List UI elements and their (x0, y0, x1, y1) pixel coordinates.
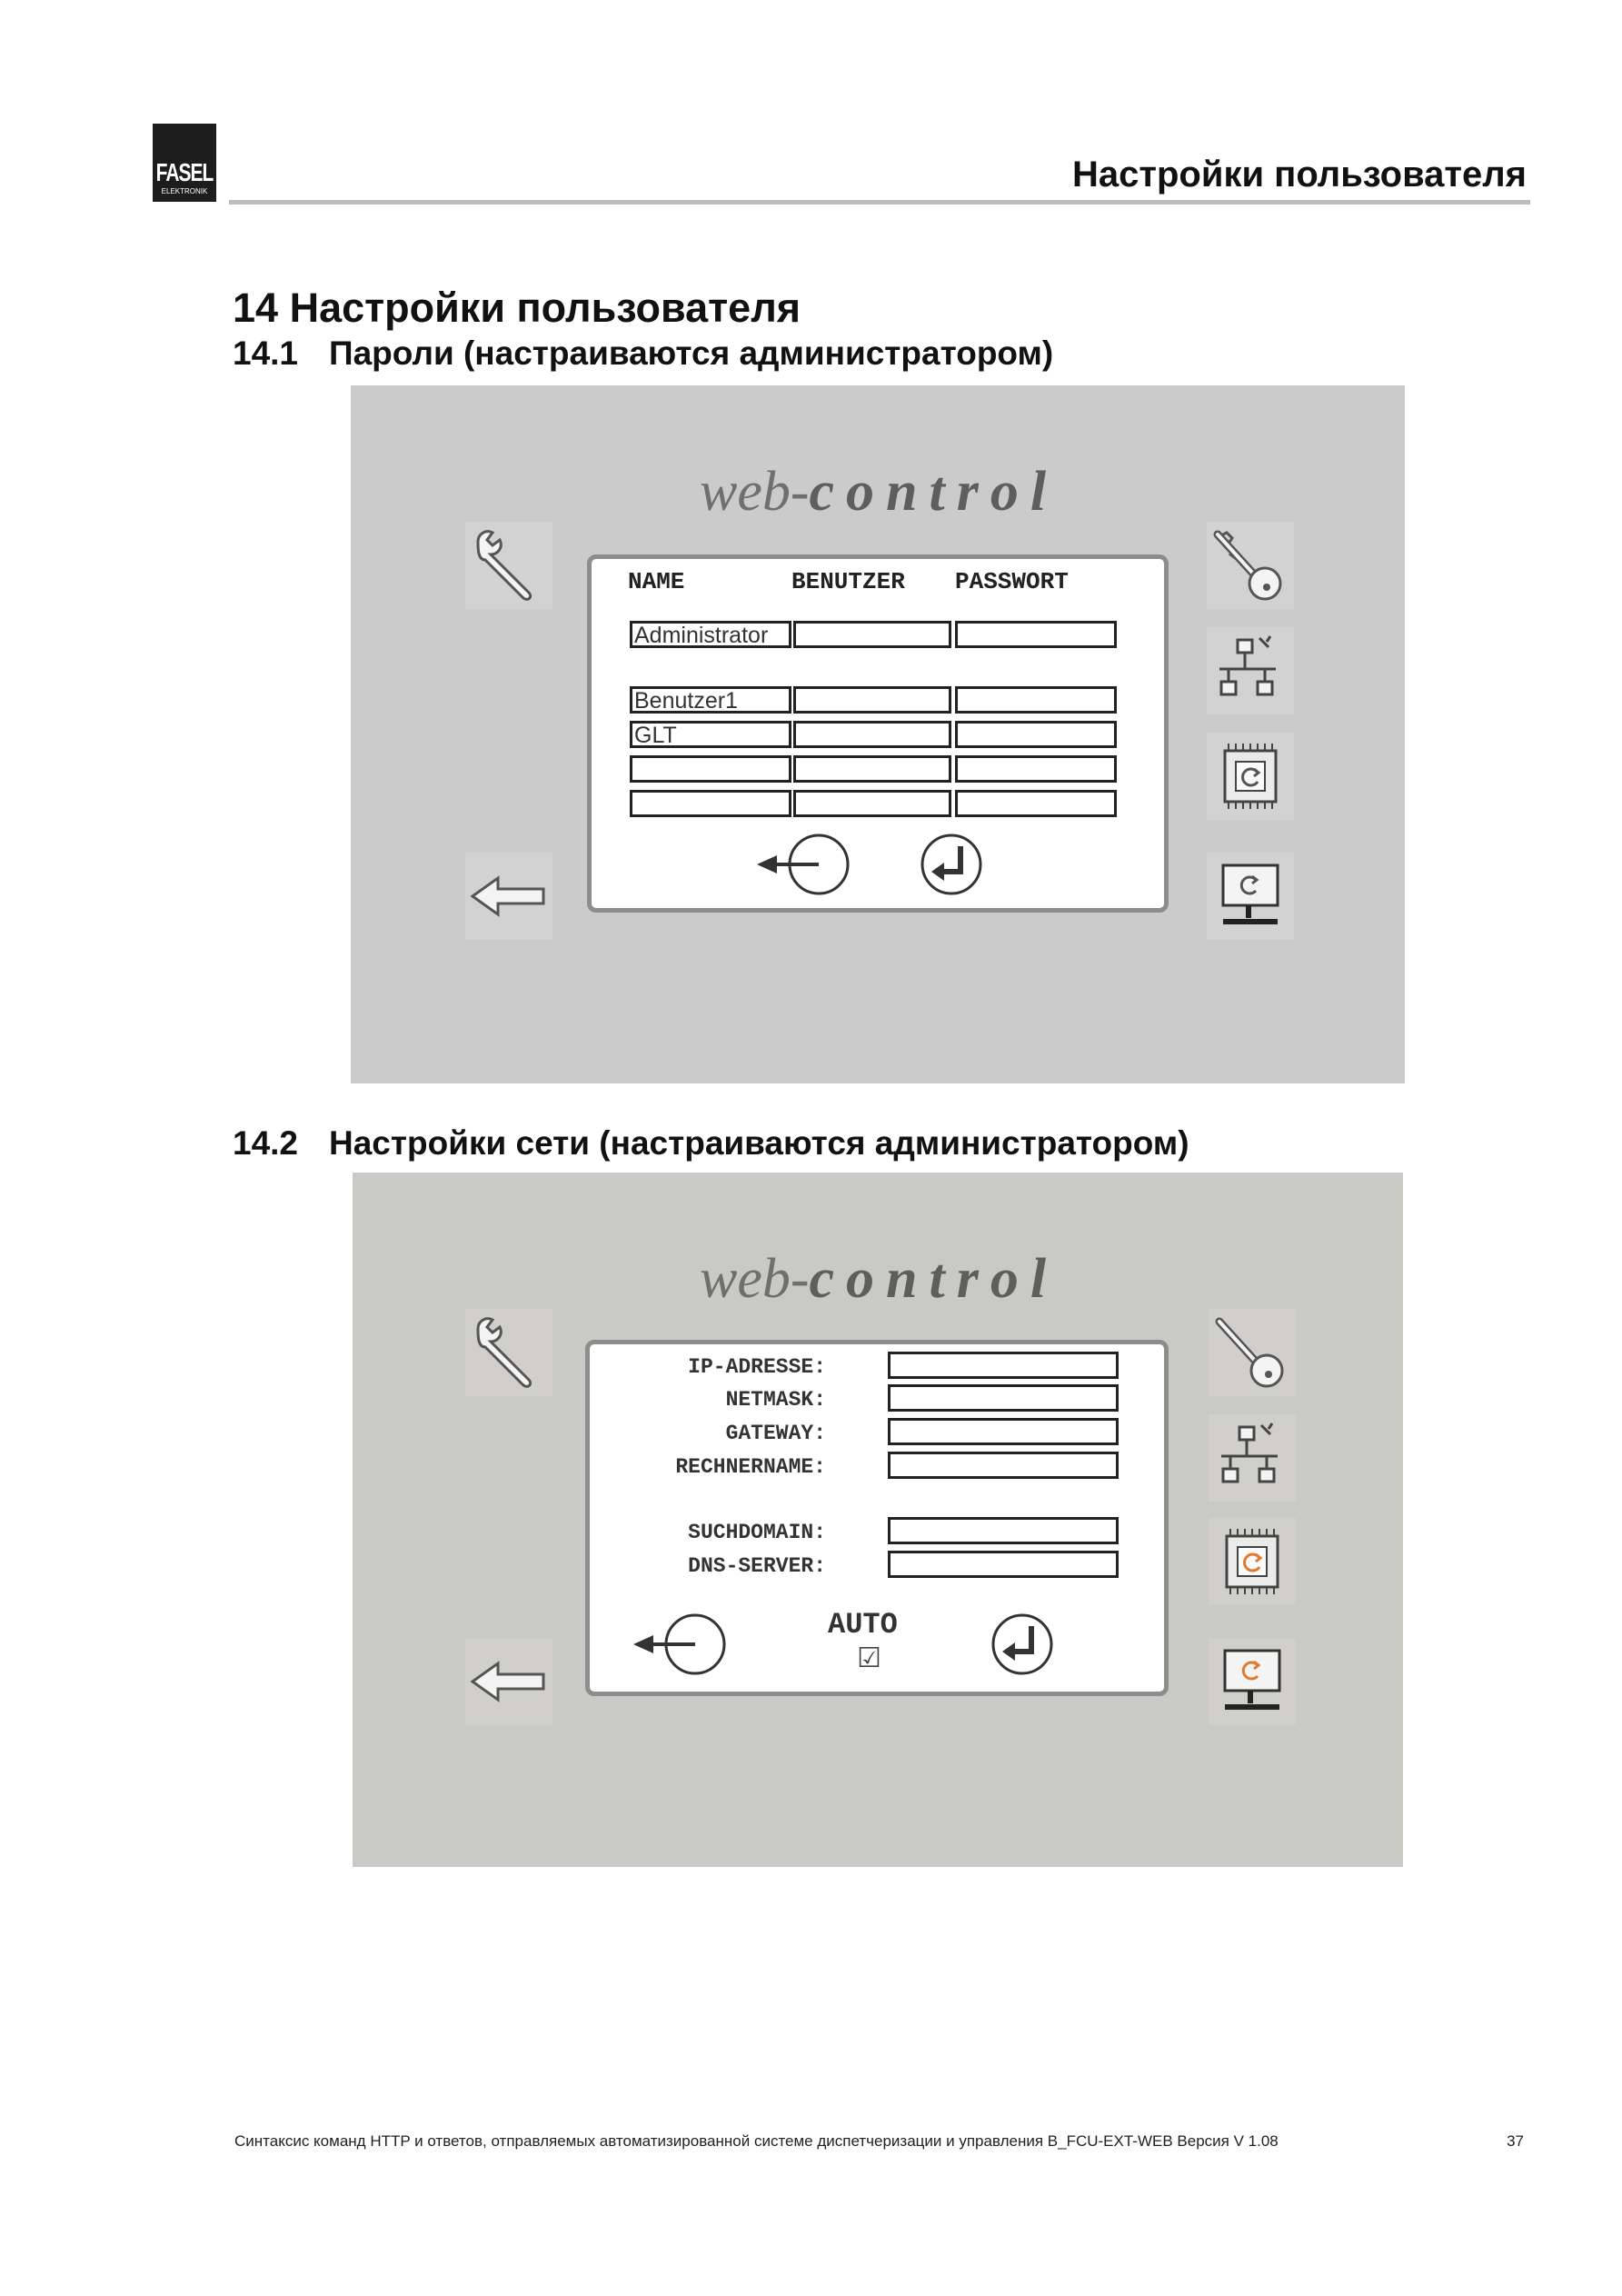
brand-control: control (809, 461, 1059, 523)
password-field[interactable] (955, 621, 1117, 648)
gateway-field[interactable] (888, 1418, 1119, 1445)
auto-checkbox[interactable]: ☑ (857, 1642, 881, 1674)
user-field[interactable] (793, 721, 951, 748)
column-header-name: NAME (628, 568, 685, 595)
subsection-title: Настройки сети (настраиваются администратором) (329, 1124, 1189, 1162)
name-field[interactable] (630, 755, 791, 783)
gateway-label: GATEWAY: (725, 1422, 826, 1445)
fasel-logo (153, 124, 216, 202)
logo-sub-text: ELEKTRONIK (161, 187, 208, 195)
wrench-icon[interactable] (465, 1309, 552, 1396)
column-header-password: PASSWORT (955, 568, 1069, 595)
column-header-user: BENUTZER (791, 568, 905, 595)
search-domain-label: SUCHDOMAIN: (688, 1521, 826, 1544)
cancel-return-icon[interactable] (630, 1610, 730, 1679)
section-number: 14 (233, 285, 279, 331)
subsection-number: 14.2 (233, 1124, 299, 1162)
user-field[interactable] (793, 790, 951, 817)
user-field[interactable] (793, 755, 951, 783)
user-field[interactable] (793, 621, 951, 648)
header-divider (229, 200, 1530, 205)
network-settings-icon[interactable] (1209, 1414, 1296, 1502)
brand-control: control (809, 1248, 1059, 1310)
dns-server-label: DNS-SERVER: (688, 1554, 826, 1578)
brand-web: web (700, 1248, 791, 1310)
section-heading (233, 285, 801, 332)
web-control-brand (700, 1247, 1058, 1312)
wrench-icon[interactable] (465, 522, 552, 609)
display-refresh-icon[interactable] (1207, 853, 1294, 940)
subsection-title: Пароли (настраиваются администратором) (329, 334, 1054, 372)
name-field[interactable]: GLT (630, 721, 791, 748)
document-footer: Синтаксис команд HTTP и ответов, отправляемых автоматизированной системе диспетчеризации и управления B_FCU-EXT-WEB Версия V 1.08 (234, 2132, 1279, 2150)
netmask-field[interactable] (888, 1384, 1119, 1412)
passwords-screenshot (351, 385, 1405, 1083)
ip-address-field[interactable] (888, 1352, 1119, 1379)
password-field[interactable] (955, 755, 1117, 783)
network-settings-panel (585, 1340, 1169, 1696)
subsection-heading-passwords (233, 334, 1053, 373)
name-field[interactable]: Administrator (630, 621, 791, 648)
key-icon[interactable] (1209, 1309, 1296, 1396)
search-domain-field[interactable] (888, 1517, 1119, 1544)
network-settings-icon[interactable] (1207, 627, 1294, 714)
dns-server-field[interactable] (888, 1551, 1119, 1578)
auto-label: AUTO (828, 1608, 898, 1642)
enter-confirm-icon[interactable] (988, 1610, 1057, 1679)
enter-confirm-icon[interactable] (917, 830, 986, 899)
logo-main-text: FASEL (155, 159, 214, 187)
name-field[interactable]: Benutzer1 (630, 686, 791, 714)
display-refresh-icon[interactable] (1209, 1638, 1296, 1725)
firmware-update-icon[interactable] (1207, 733, 1294, 820)
back-arrow-icon[interactable] (465, 853, 552, 940)
netmask-label: NETMASK: (725, 1388, 826, 1412)
user-field[interactable] (793, 686, 951, 714)
web-control-brand (700, 460, 1058, 524)
section-title: Настройки пользователя (289, 285, 801, 331)
hostname-label: RECHNERNAME: (675, 1455, 826, 1479)
running-header-title: Настройки пользователя (1072, 155, 1527, 195)
brand-dash: - (790, 461, 810, 523)
password-field[interactable] (955, 686, 1117, 714)
network-screenshot (353, 1173, 1403, 1867)
ip-address-label: IP-ADRESSE: (688, 1355, 826, 1379)
name-field[interactable] (630, 790, 791, 817)
back-arrow-icon[interactable] (465, 1638, 552, 1725)
password-field[interactable] (955, 721, 1117, 748)
subsection-number: 14.1 (233, 334, 299, 372)
firmware-update-icon[interactable] (1209, 1518, 1296, 1605)
key-icon[interactable] (1207, 522, 1294, 609)
subsection-heading-network (233, 1124, 1189, 1163)
brand-dash: - (790, 1248, 810, 1310)
password-field[interactable] (955, 790, 1117, 817)
passwords-panel (587, 554, 1169, 913)
hostname-field[interactable] (888, 1452, 1119, 1479)
brand-web: web (700, 461, 791, 523)
page-number: 37 (1507, 2132, 1524, 2150)
cancel-return-icon[interactable] (753, 830, 853, 899)
